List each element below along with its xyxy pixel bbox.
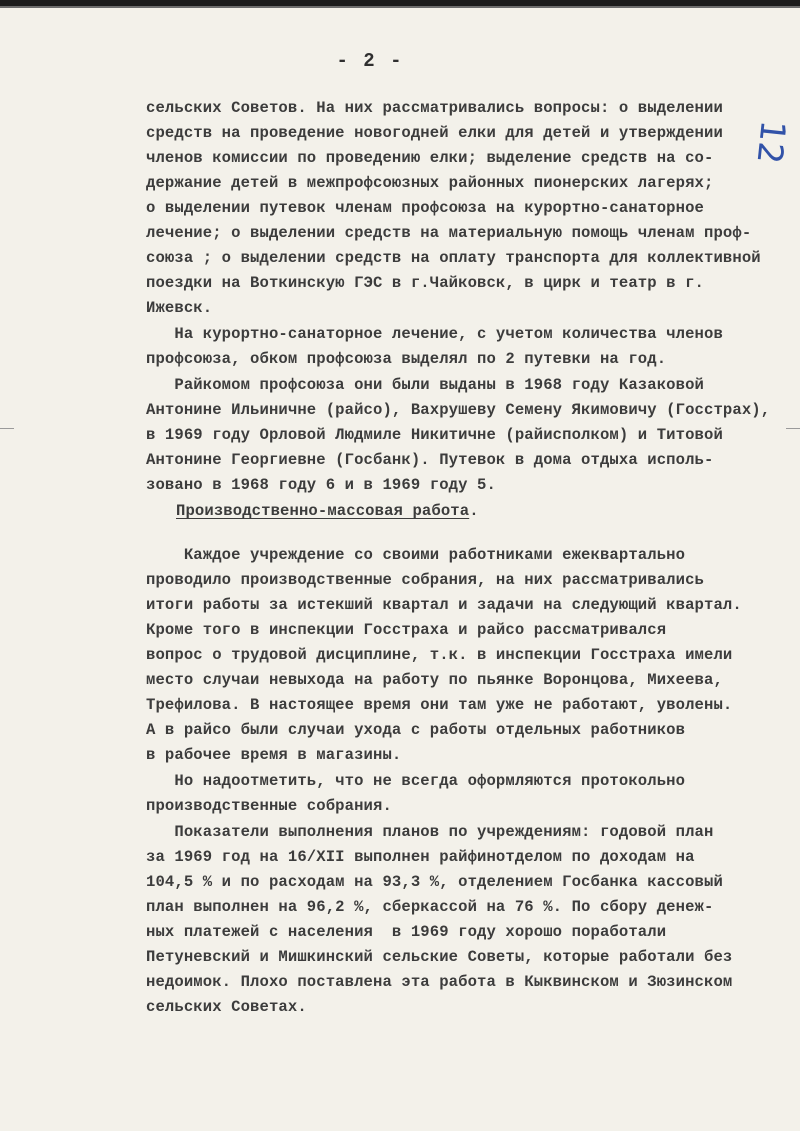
text-line: Петуневский и Мишкинский сельские Советы, которые работали без [146, 948, 733, 966]
text-line: Но надоотметить, что не всегда оформляются протокольно [146, 772, 686, 790]
page-number: - 2 - [336, 50, 404, 72]
text-line: зовано в 1968 году 6 и в 1969 году 5. [146, 476, 496, 494]
text-line: А в райсо были случаи ухода с работы отдельных работников [146, 721, 686, 739]
text-line: На курортно-санаторное лечение, с учетом количества членов [146, 325, 723, 343]
text-line: держание детей в межпрофсоюзных районных пионерских лагерях; [146, 174, 714, 192]
page-top-edge [0, 0, 800, 10]
text-line: лечение; о выделении средств на материальную помощь членам проф- [146, 224, 752, 242]
text-line: проводило производственные собрания, на них рассматривались [146, 571, 705, 589]
text-line: сельских Советов. На них рассматривались вопросы: о выделении [146, 99, 723, 117]
text-line: в 1969 году Орловой Людмиле Никитичне (райисполком) и Титовой [146, 426, 723, 444]
binding-mark [0, 428, 14, 429]
text-line: средств на проведение новогодней елки для детей и утверждении [146, 124, 723, 142]
text-line: сельских Советах. [146, 998, 307, 1016]
text-line: производственные собрания. [146, 797, 392, 815]
text-line: 104,5 % и по расходам на 93,3 %, отделением Госбанка кассовый [146, 873, 723, 891]
text-line: вопрос о трудовой дисциплине, т.к. в инспекции Госстраха имели [146, 646, 733, 664]
text-line: профсоюза, обком профсоюза выделял по 2 путевки на год. [146, 350, 667, 368]
text-line: итоги работы за истекший квартал и задачи на следующий квартал. [146, 596, 742, 614]
text-line: Райкомом профсоюза они были выданы в 1968 году Казаковой [146, 376, 705, 394]
text-line: в рабочее время в магазины. [146, 746, 402, 764]
text-line: поездки на Воткинскую ГЭС в г.Чайковск, в цирк и театр в г. [146, 274, 705, 292]
handwritten-margin-note: 12 [748, 118, 793, 166]
text-line: план выполнен на 96,2 %, сберкассой на 76 %. По сбору денеж- [146, 898, 714, 916]
text-line: Антонине Ильиничне (райсо), Вахрушеву Семену Якимовичу (Госстрах), [146, 401, 771, 419]
text-line: место случаи невыхода на работу по пьянке Воронцова, Михеева, [146, 671, 723, 689]
text-line: членов комиссии по проведению елки; выделение средств на со- [146, 149, 714, 167]
text-line: недоимок. Плохо поставлена эта работа в Кыквинском и Зюзинском [146, 973, 733, 991]
text-line: союза ; о выделении средств на оплату транспорта для коллективной [146, 249, 761, 267]
text-line: ных платежей с населения в 1969 году хорошо поработали [146, 923, 667, 941]
text-line: о выделении путевок членам профсоюза на курортно-санаторное [146, 199, 705, 217]
section-heading-period: . [469, 502, 479, 520]
text-line: Показатели выполнения планов по учреждениям: годовой план [146, 823, 714, 841]
section-heading-text: Производственно-массовая работа [176, 502, 470, 520]
text-line: Трефилова. В настоящее время они там уже не работают, уволены. [146, 696, 733, 714]
text-line: Каждое учреждение со своими работниками ежеквартально [146, 546, 686, 564]
text-line: Ижевск. [146, 299, 213, 317]
section-heading [176, 502, 479, 520]
text-line: за 1969 год на 16/XII выполнен райфинотделом по доходам на [146, 848, 695, 866]
text-line: Антонине Георгиевне (Госбанк). Путевок в дома отдыха исполь- [146, 451, 714, 469]
binding-mark [786, 428, 800, 429]
text-line: Кроме того в инспекции Госстраха и райсо рассматривался [146, 621, 667, 639]
